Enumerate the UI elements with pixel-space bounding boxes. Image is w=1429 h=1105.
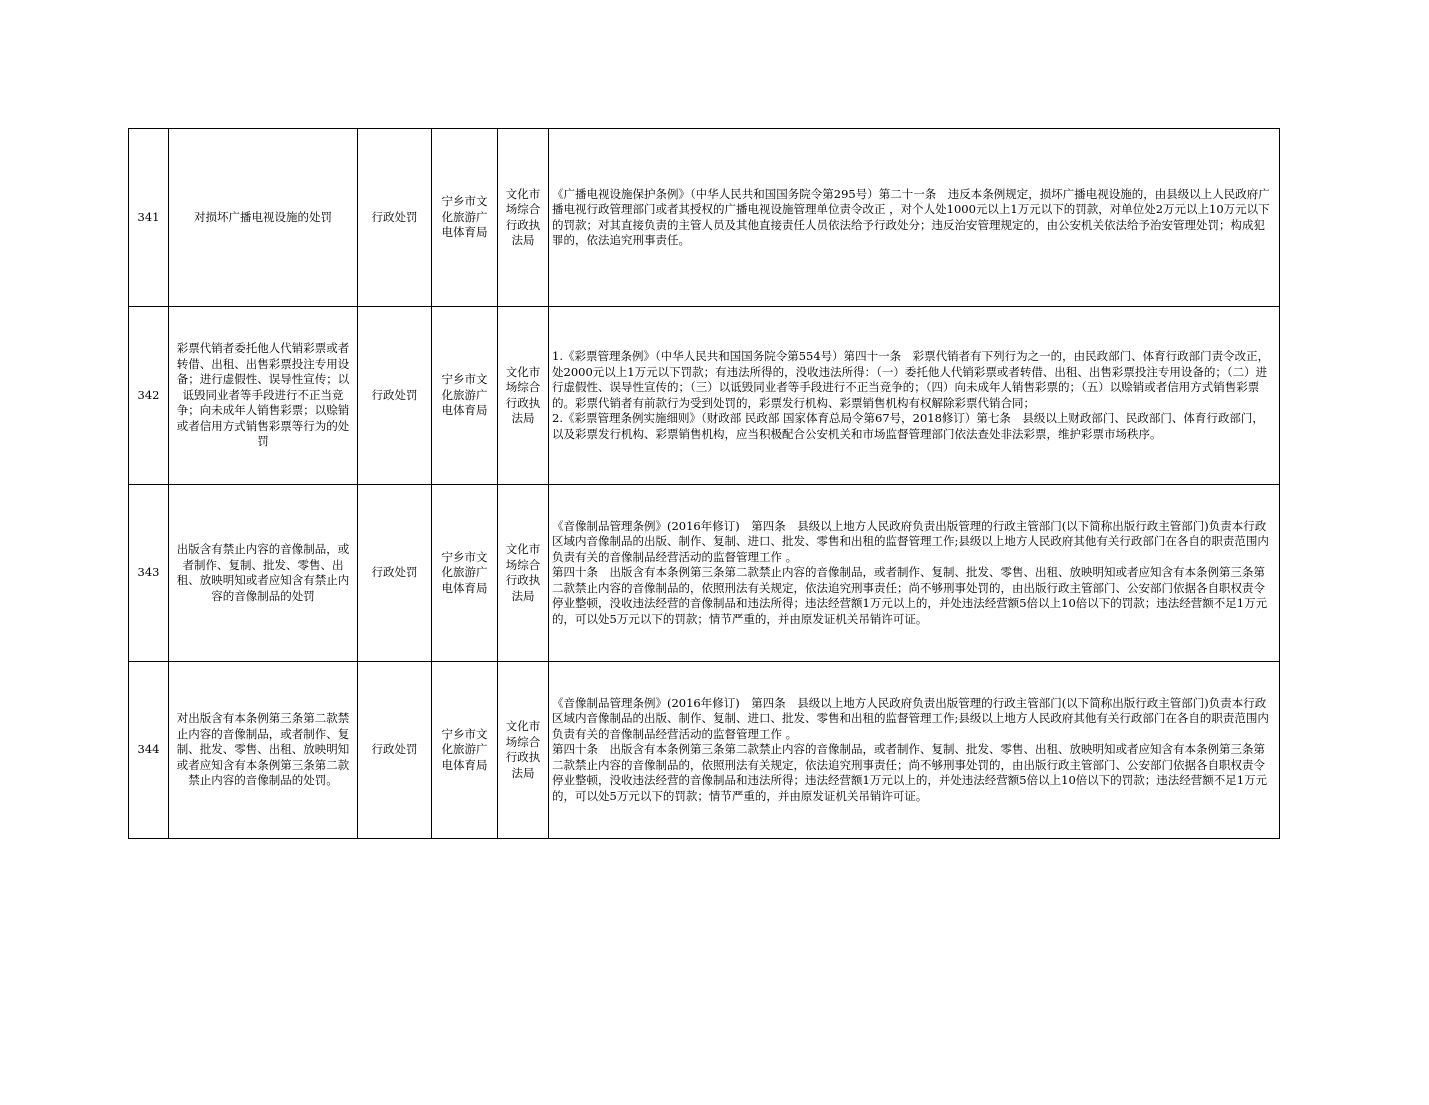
power-type: 行政处罚	[358, 485, 432, 662]
row-number: 344	[129, 662, 169, 839]
power-type: 行政处罚	[358, 129, 432, 307]
legal-basis	[549, 662, 1280, 839]
legal-basis-paragraph: 第四十条 出版含有本条例第三条第二款禁止内容的音像制品，或者制作、复制、批发、零售、出租、放映明知或者应知含有本条例第三条第二款禁止内容的音像制品的，依照刑法有关规定，依法追究刑事责任；尚不够刑事处罚的，由出版行政主管部门、公安部门依据各自职权责令停业整顿，没收违法经营的音像制品和违法所得；违法经营额1万元以上的，并处违法经营额5倍以上10倍以下的罚款；违法经营额不足1万元的，可以处5万元以下的罚款；情节严重的，并由原发证机关吊销许可证。	[552, 742, 1268, 803]
table-row	[129, 485, 1280, 662]
row-number: 343	[129, 485, 169, 662]
legal-basis	[549, 129, 1280, 307]
legal-basis-paragraph: 《广播电视设施保护条例》（中华人民共和国国务院令第295号）第二十一条 违反本条例规定，损坏广播电视设施的，由县级以上人民政府广播电视行政管理部门或者其授权的广播电视设施管理单位责令改正 ，对个人处1000元以上1万元以下的罚款，对单位处2万元以上10万元以下的罚款；对其直接负责的主管人员及其他直接责任人员依法给予行政处分；违反治安管理规定的，由公安机关依法给予治安管理处罚；构成犯罪的，依法追究刑事责任。	[552, 186, 1270, 247]
item-name: 彩票代销者委托他人代销彩票或者转借、出租、出售彩票投注专用设备；进行虚假性、误导性宣传；以诋毁同业者等手段进行不正当竞争；向未成年人销售彩票；以赊销或者信用方式销售彩票等行为的处罚	[169, 307, 358, 485]
legal-basis	[549, 485, 1280, 662]
implementing-department: 宁乡市文化旅游广电体育局	[432, 307, 498, 485]
legal-basis-paragraph: 第四十条 出版含有本条例第三条第二款禁止内容的音像制品，或者制作、复制、批发、零售、出租、放映明知或者应知含有本条例第三条第二款禁止内容的音像制品的，依照刑法有关规定，依法追究刑事责任；尚不够刑事处罚的，由出版行政主管部门、公安部门依据各自职权责令停业整顿，没收违法经营的音像制品和违法所得；违法经营额1万元以上的，并处违法经营额5倍以上10倍以下的罚款；违法经营额不足1万元的，可以处5万元以下的罚款；情节严重的，并由原发证机关吊销许可证。	[552, 565, 1268, 626]
implementing-department: 宁乡市文化旅游广电体育局	[432, 485, 498, 662]
table-row	[129, 307, 1280, 485]
row-number: 341	[129, 129, 169, 307]
responsible-unit: 文化市场综合行政执法局	[498, 485, 549, 662]
table-row	[129, 662, 1280, 839]
legal-basis-paragraph: 1.《彩票管理条例》（中华人民共和国国务院令第554号）第四十一条 彩票代销者有下列行为之一的，由民政部门、体育行政部门责令改正，处2000元以上1万元以下罚款；有违法所得的，没收违法所得：（一）委托他人代销彩票或者转借、出租、出售彩票投注专用设备的；（二）进行虚假性、误导性宣传的；（三）以诋毁同业者等手段进行不正当竞争的；（四）向未成年人销售彩票的；（五）以赊销或者信用方式销售彩票的。彩票代销者有前款行为受到处罚的，彩票发行机构、彩票销售机构有权解除彩票代销合同；	[552, 349, 1270, 410]
item-name: 对出版含有本条例第三条第二款禁止内容的音像制品，或者制作、复制、批发、零售、出租、放映明知或者应知含有本条例第三条第二款禁止内容的音像制品的处罚。	[169, 662, 358, 839]
item-name: 出版含有禁止内容的音像制品，或者制作、复制、批发、零售、出租、放映明知或者应知含有禁止内容的音像制品的处罚	[169, 485, 358, 662]
responsible-unit: 文化市场综合行政执法局	[498, 307, 549, 485]
power-type: 行政处罚	[358, 662, 432, 839]
item-name: 对损坏广播电视设施的处罚	[169, 129, 358, 307]
implementing-department: 宁乡市文化旅游广电体育局	[432, 662, 498, 839]
responsible-unit: 文化市场综合行政执法局	[498, 129, 549, 307]
responsible-unit: 文化市场综合行政执法局	[498, 662, 549, 839]
legal-basis-paragraph: 《音像制品管理条例》(2016年修订) 第四条 县级以上地方人民政府负责出版管理的行政主管部门(以下简称出版行政主管部门)负责本行政区域内音像制品的出版、制作、复制、进口、批发、零售和出租的监督管理工作;县级以上地方人民政府其他有关行政部门在各自的职责范围内负责有关的音像制品经营活动的监督管理工作 。	[552, 518, 1269, 564]
legal-basis	[549, 307, 1280, 485]
row-number: 342	[129, 307, 169, 485]
power-type: 行政处罚	[358, 307, 432, 485]
table-row	[129, 129, 1280, 307]
implementing-department: 宁乡市文化旅游广电体育局	[432, 129, 498, 307]
legal-basis-paragraph: 《音像制品管理条例》(2016年修订) 第四条 县级以上地方人民政府负责出版管理的行政主管部门(以下简称出版行政主管部门)负责本行政区域内音像制品的出版、制作、复制、进口、批发、零售和出租的监督管理工作;县级以上地方人民政府其他有关行政部门在各自的职责范围内负责有关的音像制品经营活动的监督管理工作 。	[552, 695, 1269, 741]
penalty-table	[128, 128, 1280, 839]
legal-basis-paragraph: 2.《彩票管理条例实施细则》（财政部 民政部 国家体育总局令第67号，2018修订）第七条 县级以上财政部门、民政部门、体育行政部门，以及彩票发行机构、彩票销售机构，应当积极配合公安机关和市场监督管理部门依法查处非法彩票，维护彩票市场秩序。	[552, 411, 1264, 441]
